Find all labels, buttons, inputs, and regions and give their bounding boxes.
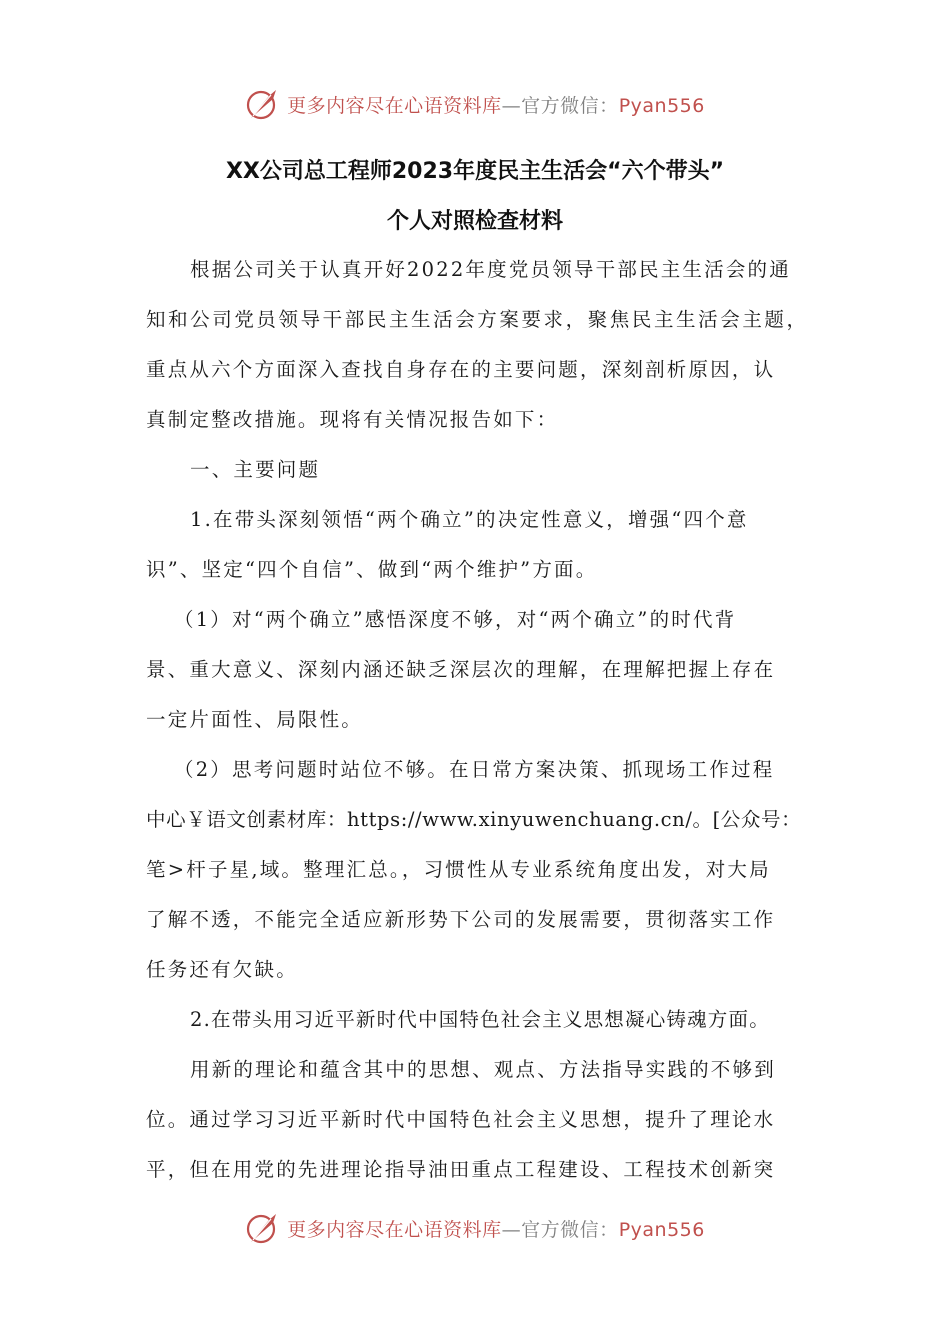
body-line: 平，但在用党的先进理论指导油田重点工程建设、工程技术创新突 (146, 1158, 776, 1181)
body-line: 位。通过学习习近平新时代中国特色社会主义思想，提升了理论水 (146, 1108, 776, 1131)
body-line: 了解不透，不能完全适应新形势下公司的发展需要，贯彻落实工作 (146, 908, 776, 931)
body-line: 用新的理论和蕴含其中的思想、观点、方法指导实践的不够到 (190, 1058, 776, 1081)
quill-logo-icon (245, 86, 281, 122)
body-line: 重点从六个方面深入查找自身存在的主要问题，深刻剖析原因，认 (146, 358, 776, 381)
body-line: 笔>杆子星,域。整理汇总。，习惯性从专业系统角度出发，对大局 (146, 858, 771, 881)
body-line: 2.在带头用习近平新时代中国特色社会主义思想凝心铸魂方面。 (190, 1008, 770, 1031)
banner-text: 更多内容尽在心语资料库—官方微信：Pyan556 (287, 94, 705, 117)
body-line: 任务还有欠缺。 (146, 958, 298, 981)
body-line: 识”、坚定“四个自信”、做到“两个维护”方面。 (146, 558, 598, 581)
body-line: 中心￥语文创素材库：https://www.xinyuwenchuang.cn/。[公众号： (146, 808, 802, 831)
footer-banner (0, 1208, 950, 1248)
quill-logo-icon (245, 1210, 281, 1246)
section-heading: 一、主要问题 (190, 458, 321, 481)
document-title-line-2: 个人对照检查材料 (386, 209, 563, 234)
header-banner (0, 84, 950, 124)
body-line: 真制定整改措施。现将有关情况报告如下： (146, 408, 559, 431)
document-title-line-1: XX公司总工程师2023年度民主生活会“六个带头” (225, 159, 725, 184)
body-line: （1）对“两个确立”感悟深度不够，对“两个确立”的时代背 (174, 608, 737, 631)
body-line: 一定片面性、局限性。 (146, 708, 364, 731)
body-line: 1.在带头深刻领悟“两个确立”的决定性意义，增强“四个意 (190, 508, 749, 531)
banner-text: 更多内容尽在心语资料库—官方微信：Pyan556 (287, 1218, 705, 1241)
body-line: 知和公司党员领导干部民主生活会方案要求，聚焦民主生活会主题， (146, 308, 806, 331)
body-line: （2）思考问题时站位不够。在日常方案决策、抓现场工作过程 (174, 758, 775, 781)
body-line: 景、重大意义、深刻内涵还缺乏深层次的理解，在理解把握上存在 (146, 658, 776, 681)
body-line: 根据公司关于认真开好2022年度党员领导干部民主生活会的通 (190, 258, 791, 281)
